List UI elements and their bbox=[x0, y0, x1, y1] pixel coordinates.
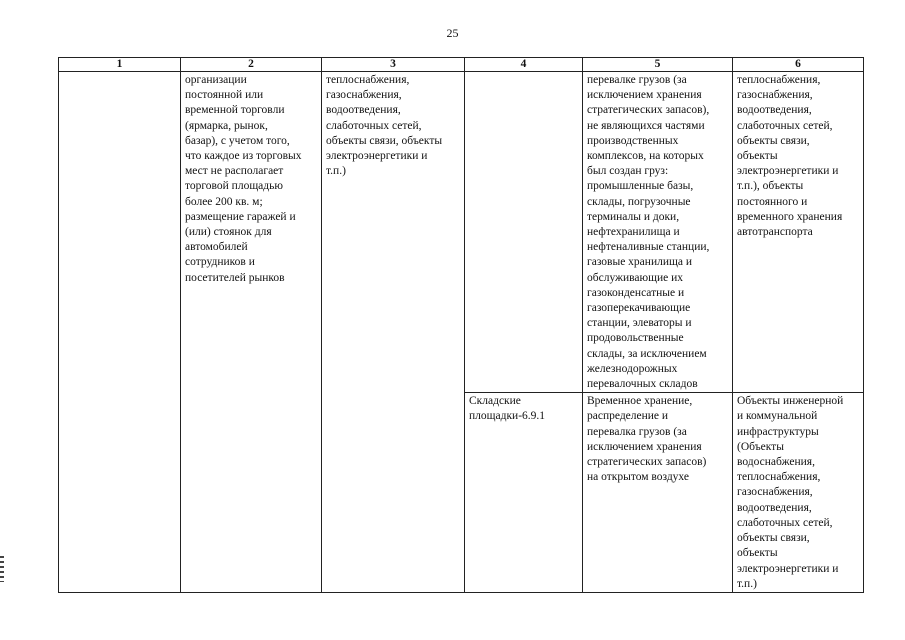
header-row bbox=[59, 58, 864, 72]
column-header-6: 6 bbox=[733, 58, 864, 72]
page-number: 25 bbox=[446, 26, 459, 40]
table-cell-col4 bbox=[465, 393, 583, 593]
column-header-3: 3 bbox=[322, 58, 465, 72]
table-cell-col5 bbox=[583, 393, 733, 593]
table-cell-col5 bbox=[583, 72, 733, 393]
cell-text: теплоснабжения, газоснабжения, водоотведения, слаботочных сетей, объекты связи, объекты электроэнергетики и т.п.) bbox=[326, 74, 443, 178]
column-header-4: 4 bbox=[465, 58, 583, 72]
table-cell-col4 bbox=[465, 72, 583, 393]
cell-text: Временное хранение, распределение и перевалка грузов (за исключением хранения стратегических запасов) на открытом воздухе bbox=[587, 395, 707, 484]
table-row bbox=[59, 72, 864, 393]
cell-text: Объекты инженерной и коммунальной инфраструктуры (Объекты водоснабжения, теплоснабжения, газоснабжения, водоотведения, слаботочных сетей, объекты связи, объекты электроэнергетики и т.п.) bbox=[737, 395, 844, 590]
table-cell-col2 bbox=[181, 72, 322, 593]
cell-text: Складские площадки-6.9.1 bbox=[469, 395, 546, 423]
table-cell-col1 bbox=[59, 72, 181, 593]
table-cell-col6 bbox=[733, 72, 864, 393]
land-use-table bbox=[58, 57, 864, 593]
scan-margin-mark bbox=[0, 556, 4, 582]
column-header-5: 5 bbox=[583, 58, 733, 72]
column-header-1: 1 bbox=[59, 58, 181, 72]
cell-text: теплоснабжения, газоснабжения, водоотведения, слаботочных сетей, объекты связи, объекты электроэнергетики и т.п.), объекты постоянного и временного хранения автотранспорта bbox=[737, 74, 843, 239]
table-cell-col3 bbox=[322, 72, 465, 593]
column-header-2: 2 bbox=[181, 58, 322, 72]
cell-text: организации постоянной или временной торговли (ярмарка, рынок, базар), с учетом того, что каждое из торговых мест не располагает торговой площадью более 200 кв. м; размещение гаражей и (или) стоянок для автомобилей сотрудников и посетителей рынков bbox=[185, 74, 302, 284]
cell-text: перевалке грузов (за исключением хранения стратегических запасов), не являющихся частями производственных комплексов, на которых был создан груз: промышленные базы, склады, погрузочные терминалы и доки, нефтехранилища и нефтеналивные станции, газовые хранилища и обслуживающие их газоконденсатные и газоперекачивающие станции, элеваторы и продовольственные склады, за исключением железнодорожных перевалочных складов bbox=[587, 74, 710, 391]
table-cell-col6 bbox=[733, 393, 864, 593]
